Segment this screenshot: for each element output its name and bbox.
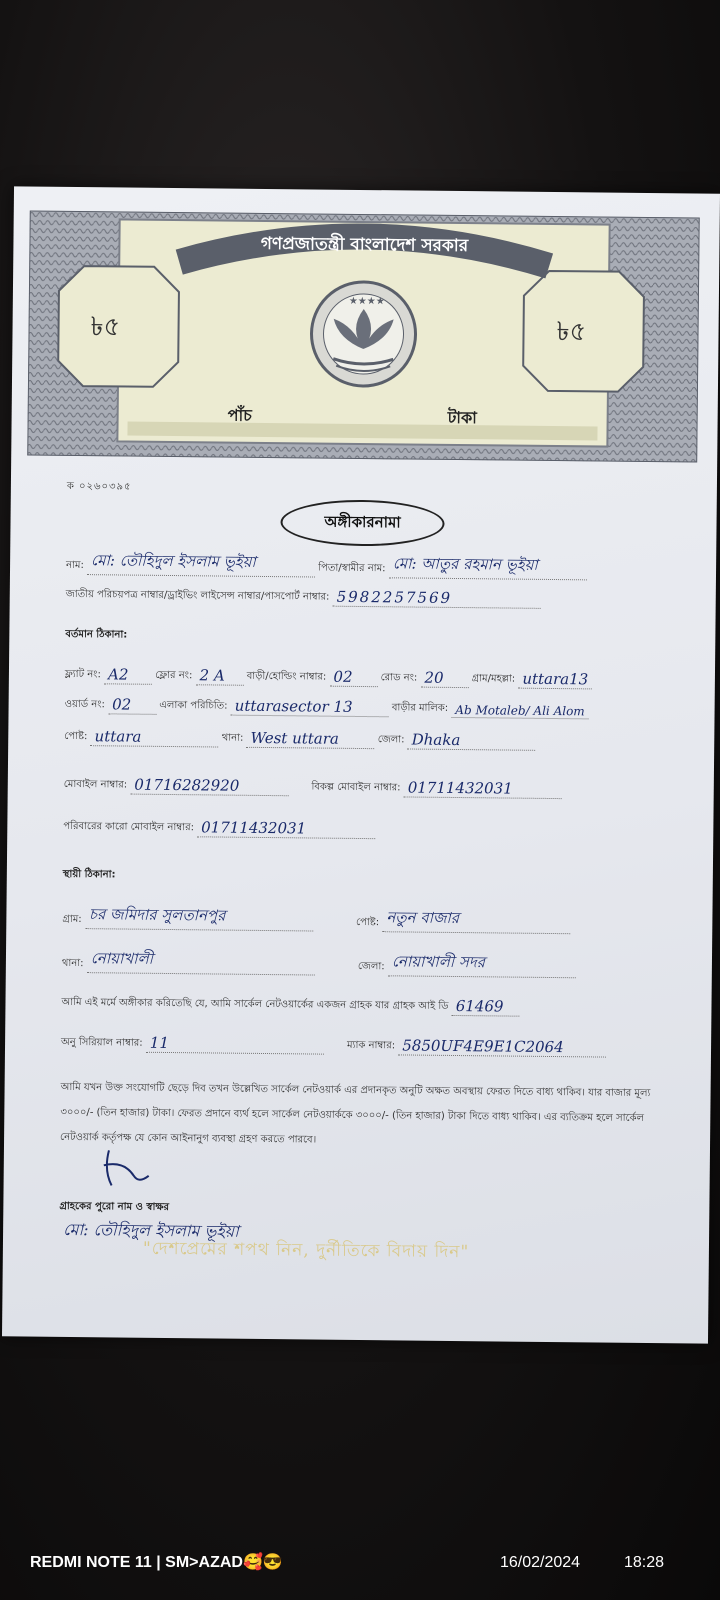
mobile-label: মোবাইল নাম্বার: [63,778,128,791]
svg-text:★★★★: ★★★★ [348,295,385,308]
flat-value: A2 [104,665,152,685]
nid-row [66,585,676,610]
perm-village-label: গ্রাম: [62,913,82,926]
house-label: বাড়ী/হোল্ডিং নাম্বার: [246,670,327,683]
post-label: পোষ্ট: [64,730,88,743]
father-label: পিতা/স্বামীর নাম: [318,562,386,575]
perm-thana-value: নোয়াখালী [87,947,315,975]
name-value: মো: তৌহিদুল ইসলাম ভূইয়া [87,549,315,577]
floor-label: ফ্লোর নং: [155,669,193,682]
address-row-1 [65,665,675,690]
area-label: এলাকা পরিচিতি: [159,699,228,712]
village-value: uttara13 [518,670,592,690]
area-value: uttarasector 13 [231,697,389,718]
village-label: গ্রাম/মহল্লা: [471,673,516,685]
nid-label: জাতীয় পরিচয়পত্র নাম্বার/ড্রাইভিং লাইসেন্স নাম্বার/পাসপোর্ট নাম্বার: [65,588,330,603]
perm-district-label: জেলা: [357,960,385,973]
perm-thana-label: থানা: [61,957,84,970]
address-row-3 [64,727,674,752]
stamp-value-right: ৳৫ [556,317,587,348]
name-label: নাম: [66,559,84,572]
road-label: রোড নং: [380,672,418,684]
customer-id-value: 61469 [452,997,520,1017]
flat-label: ফ্ল্যাট নং: [64,668,101,681]
signature-label: গ্রাহকের পুরো নাম ও স্বাক্ষর [59,1200,170,1214]
declaration-text: আমি এই মর্মে অঙ্গীকার করিতেছি যে, আমি সার্কেল নেটওয়ার্কের একজন গ্রাহক যার গ্রাহক আই ডি [61,996,449,1012]
house-value: 02 [329,668,377,688]
floor-value: 2 A [195,666,243,686]
father-value: মো: আতুর রহমান ভূইয়া [389,552,587,580]
address-row-2 [65,695,675,720]
government-stamp [27,211,700,463]
family-mobile-row [63,817,673,842]
stamp-word-right: টাকা [447,407,477,428]
anti-corruption-slogan: "দেশপ্রেমের শপথ নিন, দুর্নীতিকে বিদায় দিন" [142,1238,470,1263]
thana-value: West uttara [246,729,374,749]
terms-paragraph: আমি যখন উক্ত সংযোগটি ছেড়ে দিব তখন উল্লেখিত সার্কেল নেটওয়ার্ক এর প্রদানকৃত অনুটি অক্ষত অবস্থায় ফেরত দিতে বাধ্য থাকিব। যার বাজার মূল্য ৩০০০/- (তিন হাজার) টাকা। ফেরত প্রদানে ব্যর্থ হলে সার্কেল নেটওয়ার্ককে ৩০০০/- (তিন হাজার) টাকা দিতে বাধ্য থাকিব। এর ব্যতিক্রম হলে সার্কেল নেটওয়ার্ক কর্তৃপক্ষ যে কোন আইনানুগ ব্যবস্থা গ্রহণ করতে পারবে। [60,1081,651,1146]
onu-serial-label: অনু সিরিয়াল নাম্বার: [61,1036,143,1049]
declaration-row [61,993,661,1018]
family-mobile-value: 01711432031 [197,818,375,839]
stamp-word-left: পাঁচ [227,405,252,425]
perm-row-2 [62,947,672,979]
owner-label: বাড়ীর মালিক: [391,702,449,714]
perm-village-value: চর জমিদার সুলতানপুর [85,903,313,931]
stamp-paper [2,186,720,1343]
signature-mark [93,1145,154,1196]
document-title: অঙ্গীকারনামা [280,499,444,547]
date-watermark: 16/02/2024 [500,1554,581,1571]
alt-mobile-value: 01711432031 [404,778,562,799]
nid-value: 5982257569 [333,588,541,609]
perm-district-value: নোয়াখালী সদর [388,950,576,978]
district-label: জেলা: [377,734,405,746]
perm-post-label: পোষ্ট: [355,916,380,929]
onu-row [61,1033,671,1058]
thana-label: থানা: [221,732,244,744]
government-title: গণপ্রজাতন্ত্রী বাংলাদেশ সরকার [260,233,469,257]
perm-post-value: নতুন বাজার [382,906,570,934]
signature-name: মো: তৌহিদুল ইসলাম ভূইয়া [63,1219,239,1241]
name-row [66,549,676,581]
ward-label: ওয়ার্ড নং: [64,698,106,711]
onu-serial-value: 11 [146,1034,324,1055]
time-watermark: 18:28 [624,1554,665,1571]
device-watermark: REDMI NOTE 11 | SM>AZAD🥰😎 [30,1554,283,1571]
mobile-value: 01716282920 [130,776,288,797]
district-value: Dhaka [408,730,536,750]
post-value: uttara [90,727,218,747]
ward-value: 02 [108,695,156,715]
mobile-row [64,775,674,800]
owner-value: Ab Motaleb/ Ali Alom [451,703,589,719]
stamp-value-left: ৳৫ [90,312,121,343]
perm-row-1 [62,903,672,935]
family-mobile-label: পরিবারের কারো মোবাইল নাম্বার: [63,820,195,834]
mac-value: 5850UF4E9E1C2064 [398,1036,606,1057]
current-address-heading: বর্তমান ঠিকানা: [65,628,128,641]
road-value: 20 [420,669,468,689]
alt-mobile-label: বিকল্প মোবাইল নাম্বার: [311,781,401,794]
mac-label: ম্যাক নাম্বার: [346,1039,396,1052]
permanent-address-heading: স্থায়ী ঠিকানা: [62,868,116,881]
serial-number: ক ০২৬০৩৯৫ [66,480,132,493]
